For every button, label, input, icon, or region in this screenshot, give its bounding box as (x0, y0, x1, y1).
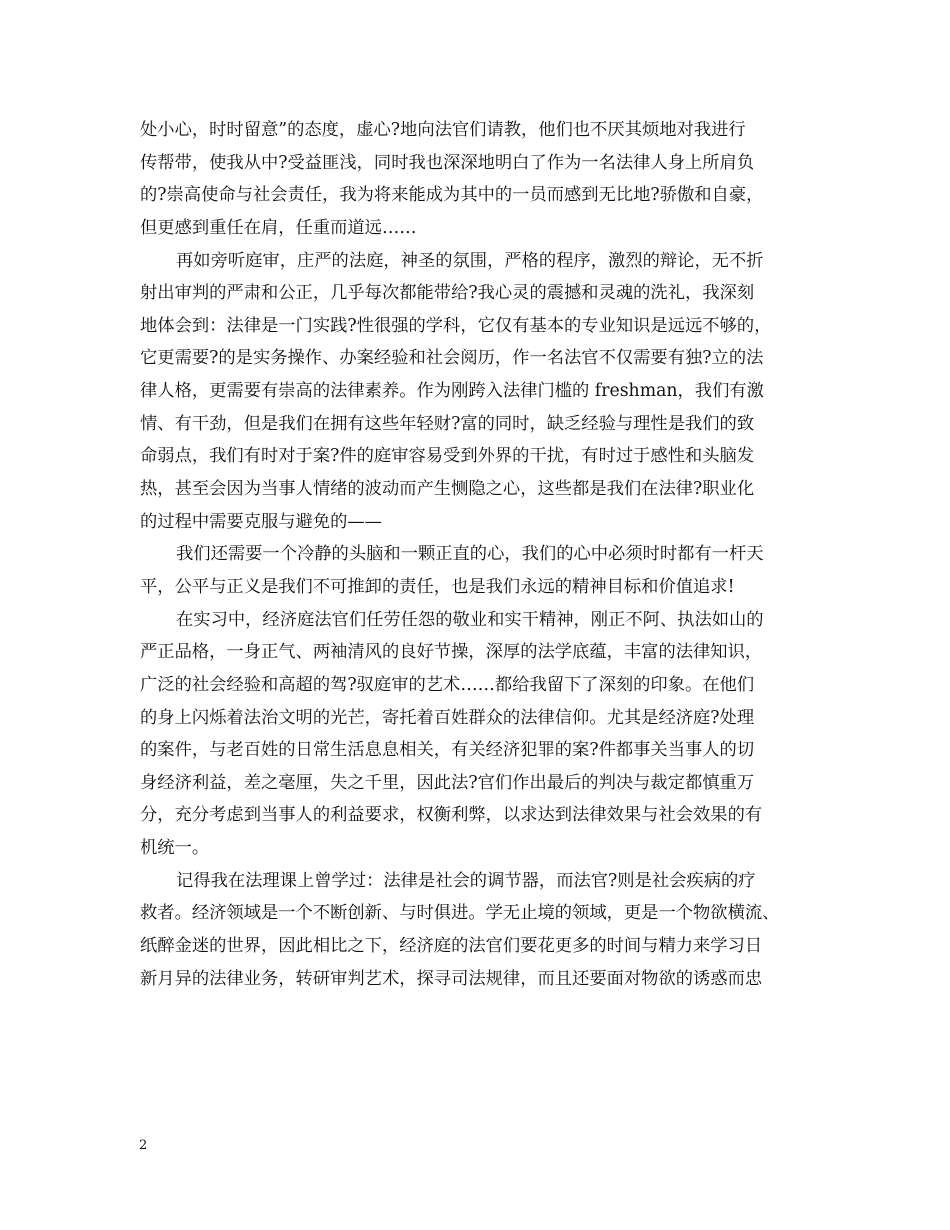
text-line: 机统一。 (140, 838, 210, 859)
text-line: 它更需要?的是实务操作、办案经验和社会阅历，作一名法官不仅需要有独?立的法 (140, 348, 764, 369)
text-line: 救者。经济领域是一个不断创新、与时俱进。学无止境的领域，更是一个物欲横流、 (140, 903, 780, 924)
text-line: 地体会到：法律是一门实践?性很强的学科，它仅有基本的专业知识是远远不够的， (140, 315, 772, 336)
paragraph-first-line: 再如旁听庭审，庄严的法庭，神圣的氛围，严格的程序，激烈的辩论，无不折 (176, 250, 764, 271)
text-line: 律人格，更需要有崇高的法律素养。作为刚跨入法律门槛的 freshman，我们有激 (140, 381, 764, 402)
text-line: 的身上闪烁着法治文明的光芒，寄托着百姓群众的法律信仰。尤其是经济庭?处理 (140, 707, 755, 728)
body-text (140, 114, 820, 995)
text-line: 的?崇高使命与社会责任，我为将来能成为其中的一员而感到无比地?骄傲和自豪， (140, 185, 764, 206)
text-line: 平，公平与正义是我们不可推卸的责任，也是我们永远的精神目标和价值追求! (140, 576, 735, 597)
text-line: 纸醉金迷的世界，因此相比之下，经济庭的法官们要花更多的时间与精力来学习日 (140, 936, 763, 957)
text-line: 身经济利益，差之毫厘，失之千里，因此法?官们作出最后的判决与裁定都慎重万 (140, 772, 755, 793)
text-line: 分，充分考虑到当事人的利益要求，权衡利弊，以求达到法律效果与社会效果的有 (140, 805, 763, 826)
text-line: 射出审判的严肃和公正，几乎每次都能带给?我心灵的震撼和灵魂的洗礼，我深刻 (140, 283, 755, 304)
text-line: 严正品格，一身正气、两袖清风的良好节操，深厚的法学底蕴，丰富的法律知识， (140, 642, 763, 663)
text-line: 的过程中需要克服与避免的—— (140, 511, 382, 532)
text-line: 传帮带，使我从中?受益匪浅，同时我也深深地明白了作为一名法律人身上所肩负 (140, 152, 755, 173)
paragraph-first-line: 我们还需要一个冷静的头脑和一颗正直的心，我们的心中必须时时都有一杆天 (176, 544, 764, 565)
text-line: 新月异的法律业务，转研审判艺术，探寻司法规律，而且还要面对物欲的诱惑而忠 (140, 968, 763, 989)
text-line: 的案件，与老百姓的日常生活息息相关，有关经济犯罪的案?件都事关当事人的切 (140, 740, 755, 761)
text-line: 广泛的社会经验和高超的驾?驭庭审的艺术……都给我留下了深刻的印象。在他们 (140, 674, 755, 695)
text-line: 命弱点，我们有时对于案?件的庭审容易受到外界的干扰，有时过于感性和头脑发 (140, 446, 755, 467)
text-line: 处小心，时时留意”的态度，虚心?地向法官们请教，他们也不厌其烦地对我进行 (140, 120, 746, 140)
text-line: 但更感到重任在肩，任重而道远…… (140, 217, 417, 238)
text-line: 情、有干劲，但是我们在拥有这些年轻财?富的同时，缺乏经验与理性是我们的致 (140, 413, 755, 434)
page-number: 2 (139, 1138, 148, 1153)
paragraph-first-line: 记得我在法理课上曾学过：法律是社会的调节器，而法官?则是社会疾病的疗 (176, 870, 756, 891)
text-line: 热，甚至会因为当事人情绪的波动而产生恻隐之心，这些都是我们在法律?职业化 (140, 479, 755, 500)
paragraph-first-line: 在实习中，经济庭法官们任劳任怨的敬业和实干精神，刚正不阿、执法如山的 (176, 609, 764, 630)
